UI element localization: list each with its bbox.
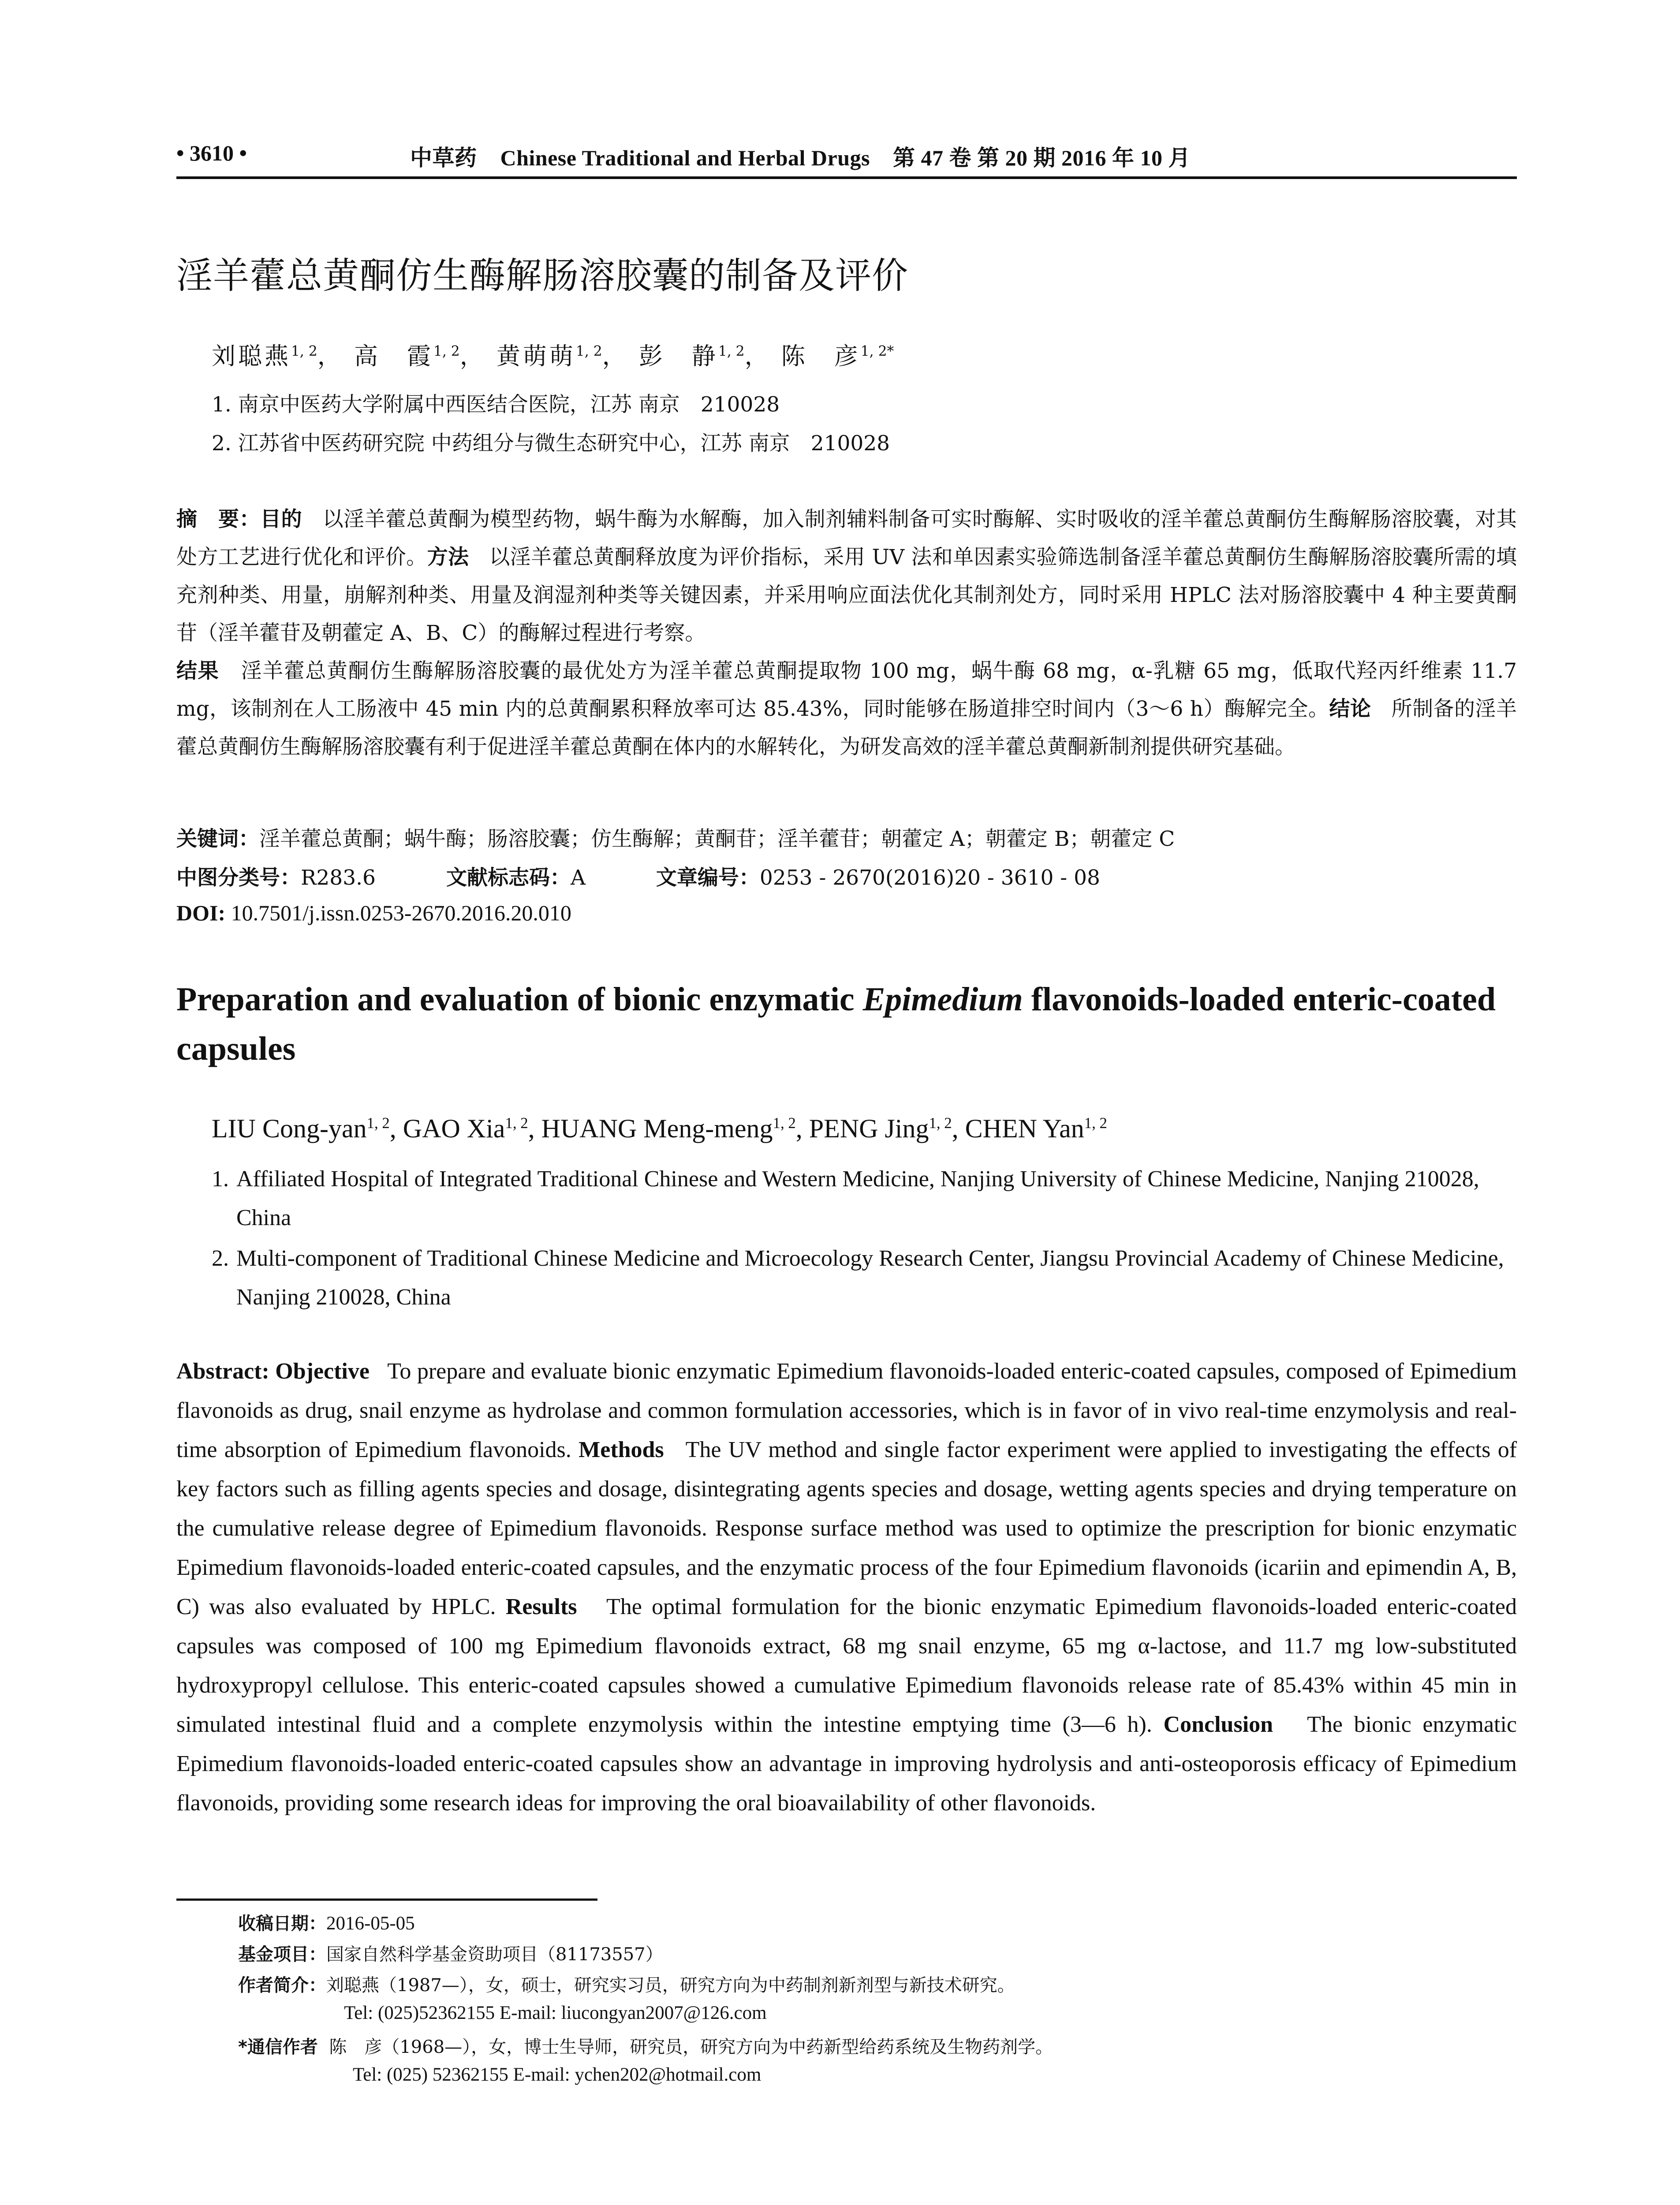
en-author-sup: 1, 2 xyxy=(1084,1114,1107,1132)
journal-line xyxy=(410,140,1191,172)
doc-code-label: 文献标志码： xyxy=(446,866,571,890)
page-number: • 3610 • xyxy=(176,141,247,165)
footnote-bio-contact xyxy=(344,2002,767,2024)
corr-contact: Tel: (025) 52362155 E-mail: ychen202@hotmail.com xyxy=(353,2064,762,2085)
en-author-sup: 1, 2 xyxy=(773,1114,796,1132)
cn-classification-line xyxy=(176,861,1100,891)
en-title xyxy=(176,975,1543,1073)
en-authors: LIU Cong-yan$^{1, 2}$, GAO Xia$^{1, 2}$, HUANG Meng-meng$^{1, 2}$, PENG Jing$^{1, 2}$, CHEN Yan$^{1, 2}$ xyxy=(212,1114,1107,1143)
cn-author-sup: 1, 2* xyxy=(860,344,894,359)
doi-label: DOI: xyxy=(176,901,226,925)
en-author: CHEN Yan xyxy=(965,1114,1084,1143)
en-author-sup: 1, 2 xyxy=(505,1114,528,1132)
en-methods-label: Methods xyxy=(579,1437,664,1462)
en-objective-text: To prepare and evaluate bionic enzymatic Epimedium flavonoids-loaded enteric-coated capsules, composed of Epimedium flavonoids as drug, snail enzyme as hydrolase and common formulation accessories, which is in favor of in vivo real-time enzymolysis and real-time absorption of Epimedium flavonoids. xyxy=(176,1359,1517,1462)
cn-author: 陈 彦 xyxy=(781,342,861,370)
fund-label: 基金项目： xyxy=(238,1944,326,1965)
cn-author-sup: 1, 2 xyxy=(575,344,602,359)
cn-keywords-label: 关键词： xyxy=(176,827,259,851)
bio-contact: Tel: (025)52362155 E-mail: liucongyan2007@126.com xyxy=(344,2003,767,2023)
en-affiliation-2 xyxy=(212,1239,1517,1317)
running-header xyxy=(176,140,1517,180)
clc-value: R283.6 xyxy=(301,866,376,890)
en-abstract-objective-label: Abstract: Objective xyxy=(176,1359,370,1384)
footnote-corr-contact xyxy=(353,2064,761,2085)
en-affiliation-text: Affiliated Hospital of Integrated Traditional Chinese and Western Medicine, Nanjing University of Chinese Medicine, Nanjing 210028, China xyxy=(236,1166,1479,1230)
cn-title: 淫羊藿总黄酮仿生酶解肠溶胶囊的制备及评价 xyxy=(176,255,909,297)
cn-conclusion-text: 所制备的淫羊藿总黄酮仿生酶解肠溶胶囊有利于促进淫羊藿总黄酮在体内的水解转化，为研发高效的淫羊藿总黄酮新制剂提供研究基础。 xyxy=(176,697,1517,759)
en-affiliation-text: Multi-component of Traditional Chinese Medicine and Microecology Research Center, Jiangsu Provincial Academy of Chinese Medicine, Nanjing 210028, China xyxy=(236,1246,1504,1310)
cn-author: 彭 静 xyxy=(638,342,718,370)
received-date: 2016-05-05 xyxy=(326,1913,415,1934)
en-author: GAO Xia xyxy=(403,1114,505,1143)
en-title-part1: Preparation and evaluation of bionic enzymatic xyxy=(176,981,863,1018)
en-results-text: The optimal formulation for the bionic enzymatic Epimedium flavonoids-loaded enteric-coated capsules was composed of 100 mg Epimedium flavonoids extract, 68 mg snail enzyme, 65 mg α-lactose, and 11.7 mg low-substituted hydroxypropyl cellulose. This enteric-coated capsules showed a cumulative Epimedium flavonoids release rate of 85.43% within 45 min in simulated intestinal fluid and a complete enzymolysis within the intestine emptying time (3—6 h). xyxy=(176,1594,1517,1737)
cn-author: 高 霞 xyxy=(354,342,433,370)
en-methods-text: The UV method and single factor experiment were applied to investigating the effects of key factors such as filling agents species and dosage, disintegrating agents species and dosage, wetting agents species and drying temperature on the cumulative release degree of Epimedium flavonoids. Response surface method was used to optimize the prescription for bionic enzymatic Epimedium flavonoids-loaded enteric-coated capsules, and the enzymatic process of the four Epimedium flavonoids (icariin and epimendin A, B, C) was also evaluated by HPLC. xyxy=(176,1437,1517,1619)
en-author-sup: 1, 2 xyxy=(929,1114,952,1132)
cn-abstract-label: 摘 要： xyxy=(176,507,261,531)
doi-line xyxy=(176,900,571,926)
clc-label: 中图分类号： xyxy=(176,866,301,890)
cn-author: 刘聪燕 xyxy=(212,342,291,370)
doc-code-value: A xyxy=(570,866,586,890)
received-label: 收稿日期： xyxy=(238,1913,326,1934)
cn-affiliation-2: 2. 江苏省中医药研究院 中药组分与微生态研究中心，江苏 南京 210028 xyxy=(212,431,890,456)
footnote-received xyxy=(238,1910,415,1935)
header-rule xyxy=(176,176,1517,179)
cn-results-label: 结果 xyxy=(176,659,220,683)
cn-keywords-text: 淫羊藿总黄酮；蜗牛酶；肠溶胶囊；仿生酶解；黄酮苷；淫羊藿苷；朝藿定 A；朝藿定 B；朝藿定 C xyxy=(259,827,1175,851)
footnote-bio xyxy=(238,1971,1015,1996)
cn-affiliation-1: 1. 南京中医药大学附属中西医结合医院，江苏 南京 210028 xyxy=(212,392,780,417)
en-abstract xyxy=(176,1352,1517,1823)
journal-name-cn: 中草药 xyxy=(410,145,477,171)
en-title-part2: flavonoids-loaded enteric-coated capsules xyxy=(176,981,1496,1067)
cn-objective-text: 以淫羊藿总黄酮为模型药物，蜗牛酶为水解酶，加入制剂辅料制备可实时酶解、实时吸收的淫羊藿总黄酮仿生酶解肠溶胶囊，对其处方工艺进行优化和评价。 xyxy=(176,507,1517,569)
footnote-rule xyxy=(176,1899,597,1901)
en-affiliation-1 xyxy=(212,1160,1517,1237)
cn-results-text: 淫羊藿总黄酮仿生酶解肠溶胶囊的最优处方为淫羊藿总黄酮提取物 100 mg，蜗牛酶 68 mg，α-乳糖 65 mg，低取代羟丙纤维素 11.7 mg，该制剂在人工肠液中 45 min 内的总黄酮累积释放率可达 85.43%，同时能够在肠道排空时间内（3～6 h）酶解完全。 xyxy=(176,659,1517,721)
en-affiliation-number: 1. xyxy=(212,1166,229,1192)
en-results-label: Results xyxy=(505,1594,577,1619)
en-affiliation-number: 2. xyxy=(212,1246,229,1271)
journal-issue: 第 47 卷 第 20 期 2016 年 10 月 xyxy=(892,146,1191,170)
cn-methods-label: 方法 xyxy=(427,545,469,569)
cn-methods-text: 以淫羊藿总黄酮释放度为评价指标，采用 UV 法和单因素实验筛选制备淫羊藿总黄酮仿生酶解肠溶胶囊所需的填充剂种类、用量，崩解剂种类、用量及润湿剂种类等关键因素，并采用响应面法优化其制剂处方，同时采用 HPLC 法对肠溶胶囊中 4 种主要黄酮苷（淫羊藿苷及朝藿定 A、B、C）的酶解过程进行考察。 xyxy=(176,545,1517,645)
cn-objective-label: 目的 xyxy=(260,507,302,531)
article-no-label: 文章编号： xyxy=(656,866,760,890)
cn-keywords xyxy=(176,822,1175,852)
doi-value: 10.7501/j.issn.0253-2670.2016.20.010 xyxy=(231,901,571,925)
en-author: HUANG Meng-meng xyxy=(541,1114,773,1143)
cn-author-sup: 1, 2 xyxy=(433,344,460,359)
cn-author: 黄萌萌 xyxy=(496,342,576,370)
cn-abstract xyxy=(176,501,1517,766)
cn-authors: 刘聪燕$^{1, 2}$， 高 霞$^{1, 2}$， 黄萌萌$^{1, 2}$， 彭 静$^{1, 2}$， 陈 彦$^{1, 2*}$ xyxy=(212,342,894,370)
en-title-italic: Epimedium xyxy=(862,981,1023,1018)
corr-label: *通信作者 xyxy=(238,2037,318,2057)
article-no-value: 0253 - 2670(2016)20 - 3610 - 08 xyxy=(759,866,1100,890)
en-author: LIU Cong-yan xyxy=(212,1114,367,1143)
fund-text: 国家自然科学基金资助项目（81173557） xyxy=(326,1944,663,1965)
footnote-fund xyxy=(238,1940,663,1966)
en-conclusion-text: The bionic enzymatic Epimedium flavonoids-loaded enteric-coated capsules show an advantage in improving hydrolysis and anti-osteoporosis efficacy of Epimedium flavonoids, providing some research ideas for improving the oral bioavailability of other flavonoids. xyxy=(176,1712,1517,1816)
bio-label: 作者简介： xyxy=(238,1975,326,1996)
bio-text: 刘聪燕（1987—），女，硕士，研究实习员，研究方向为中药制剂新剂型与新技术研究。 xyxy=(326,1975,1015,1996)
cn-author-sup: 1, 2 xyxy=(718,344,745,359)
corr-text: 陈 彦（1968—），女，博士生导师，研究员，研究方向为中药新型给药系统及生物药剂学。 xyxy=(329,2037,1053,2057)
journal-name-en: Chinese Traditional and Herbal Drugs xyxy=(500,146,870,170)
cn-author-sup: 1, 2 xyxy=(291,344,317,359)
footnote-corresponding xyxy=(238,2033,1053,2058)
en-author-sup: 1, 2 xyxy=(366,1114,390,1132)
en-author: PENG Jing xyxy=(809,1114,929,1143)
cn-conclusion-label: 结论 xyxy=(1329,697,1371,721)
en-conclusion-label: Conclusion xyxy=(1163,1712,1273,1737)
